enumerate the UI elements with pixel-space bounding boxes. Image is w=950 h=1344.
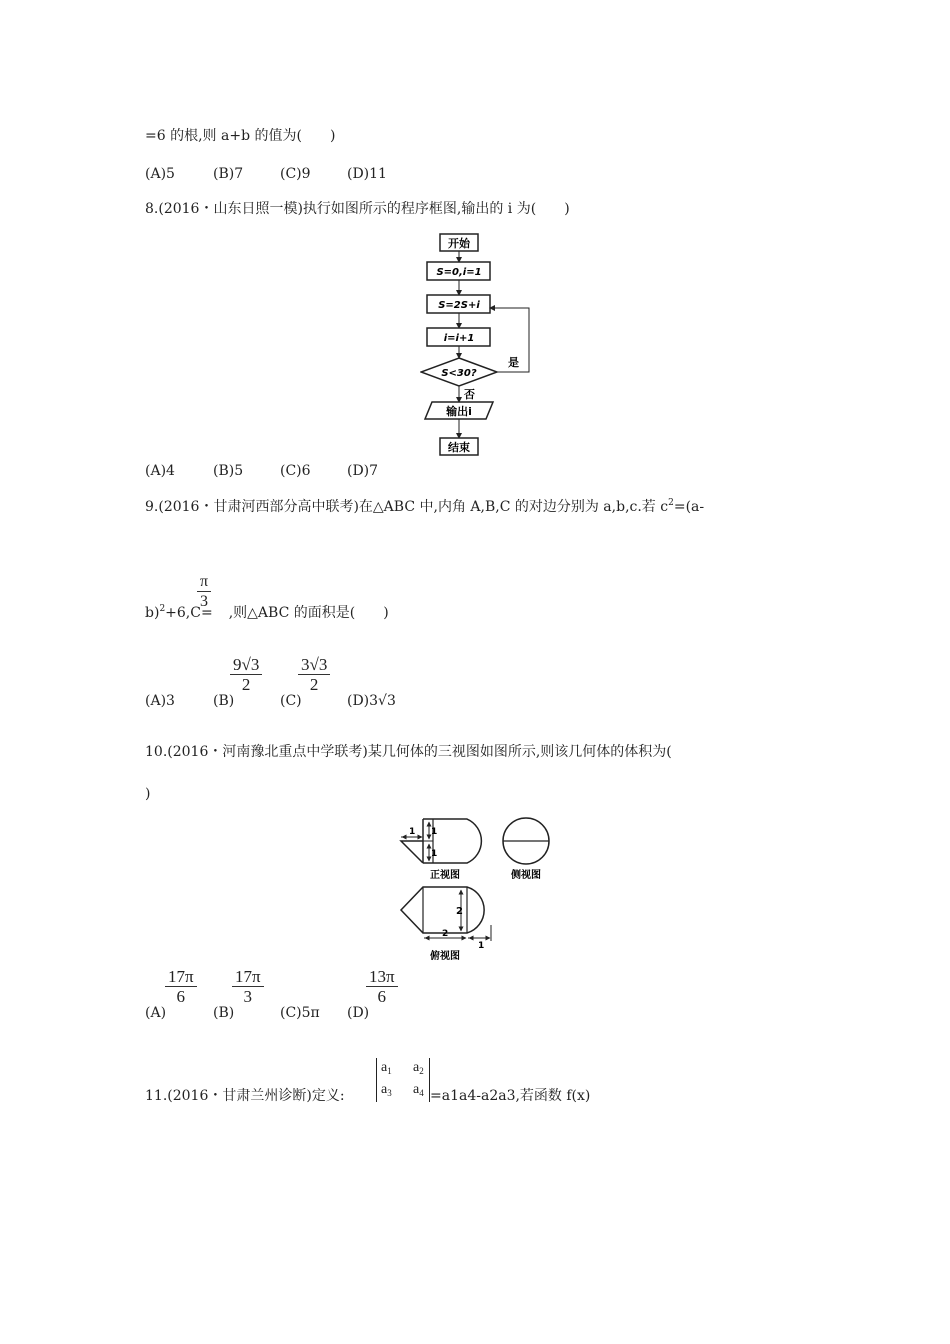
front-view [401,819,481,881]
q9-opt-c-den: 2 [309,675,319,694]
q9-option-b-fraction [230,656,262,695]
q8-option-d: (D)7 [347,463,379,479]
flow-condition-label: S<30? [441,368,477,379]
q9-stem-sup: 2 [668,498,674,508]
q7-option-d: (D)11 [347,166,387,182]
det-a4: $a_4$ [413,1082,424,1098]
q10-option-d-label: (D) [347,1005,370,1021]
flow-update-s-label: S=2S+i [438,300,480,311]
q9-option-c-fraction [298,656,330,695]
q8-option-b: (B)5 [213,463,244,479]
front-view-label: 正视图 [430,870,460,881]
q9-line2-a: b) [145,605,160,621]
flow-output-label: 输出i [446,405,472,418]
q9-option-d: (D)3√3 [347,693,396,709]
flow-update-i-label: i=i+1 [443,333,475,344]
q10-stem-close: ) [145,786,151,802]
q10-option-d-fraction [366,968,398,1007]
q9-c-frac-num: π [197,573,211,592]
q11-tail: =a1a4-a2a3,若函数 f(x) [430,1088,591,1104]
top-dim-2b: 2 [442,929,449,939]
q8-option-c: (C)6 [280,463,311,479]
top-dim-1d: 1 [478,941,485,951]
q9-line2-sup: 2 [159,604,166,614]
q7-option-a: (A)5 [145,166,175,182]
q7-option-b: (B)7 [213,166,244,182]
q9-option-c-label: (C) [280,693,302,709]
q9-line2-c: ,则△ABC 的面积是( ) [228,605,389,621]
flow-no-label: 否 [464,388,475,401]
front-dim-1a: 1 [409,827,416,837]
q9-option-a: (A)3 [145,693,175,709]
q9-stem-tail: =(a- [673,499,705,515]
flow-start-label: 开始 [448,237,470,250]
top-view-label: 俯视图 [430,951,460,962]
det-a1: $a_1$ [381,1060,392,1076]
q9-opt-c-num: 3√3 [298,656,330,675]
side-view-label: 侧视图 [511,870,541,881]
q10-opt-d-num: 13π [366,968,398,987]
front-dim-1c: 1 [431,849,438,859]
q9-opt-b-den: 2 [241,675,251,694]
q10-option-c: (C)5π [280,1005,320,1021]
q9-opt-b-num: 9√3 [230,656,262,675]
q11-stem: 11.(2016・甘肃兰州诊断)定义: [145,1088,345,1104]
q10-option-a-fraction [165,968,197,1007]
q8-option-a: (A)4 [145,463,175,479]
q7-tail-text: =6 的根,则 a+b 的值为( ) [145,128,336,144]
q11-determinant [376,1058,430,1102]
side-view [503,818,549,881]
q10-opt-b-den: 3 [243,987,253,1006]
top-view [401,887,491,962]
q7-option-c: (C)9 [280,166,311,182]
flow-end-label: 结束 [448,441,470,454]
q8-flowchart [420,232,550,462]
top-dim-2a: 2 [456,906,463,917]
q10-opt-a-den: 6 [176,987,186,1006]
q9-line2-b: +6,C= [165,605,213,621]
q9-stem [145,499,704,517]
q9-stem-text: 9.(2016・甘肃河西部分高中联考)在△ABC 中,内角 A,B,C 的对边分别为 a,b,c.若 c [145,499,669,515]
q10-opt-a-num: 17π [165,968,197,987]
det-a2: $a_2$ [413,1060,424,1076]
q9-c-frac-den: 3 [200,593,209,610]
q10-opt-b-num: 17π [232,968,264,987]
q10-option-a-label: (A) [145,1005,167,1021]
q10-opt-d-den: 6 [377,987,387,1006]
q10-stem: 10.(2016・河南豫北重点中学联考)某几何体的三视图如图所示,则该几何体的体积为( [145,744,672,760]
flow-init-label: S=0,i=1 [436,267,482,278]
q8-stem: 8.(2016・山东日照一模)执行如图所示的程序框图,输出的 i 为( ) [145,201,570,217]
q9-option-b-label: (B) [213,693,235,709]
front-dim-1b: 1 [431,827,438,837]
q9-line2 [145,605,389,623]
flow-yes-label: 是 [508,356,519,369]
q10-option-b-fraction [232,968,264,1007]
det-a3: $a_3$ [381,1082,392,1098]
q10-three-views [393,815,563,965]
q10-option-b-label: (B) [213,1005,235,1021]
